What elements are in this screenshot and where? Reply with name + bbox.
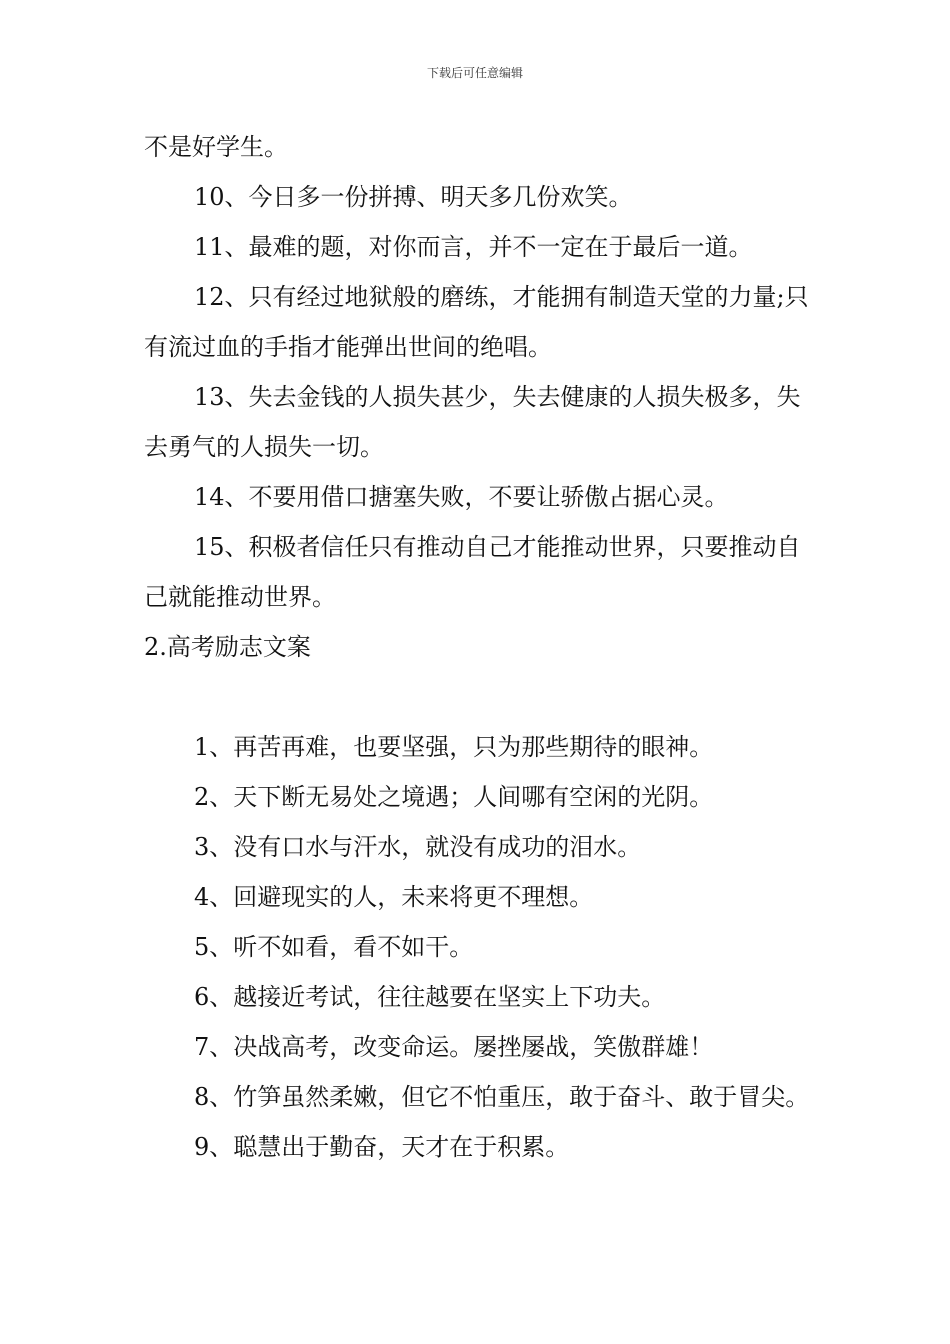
document-body <box>144 122 810 1172</box>
quote-item: 8、竹笋虽然柔嫩，但它不怕重压，敢于奋斗、敢于冒尖。 <box>194 1083 810 1111</box>
quote-item: 14、不要用借口搪塞失败，不要让骄傲占据心灵。 <box>194 483 729 511</box>
quote-item: 12、只有经过地狱般的磨练，才能拥有制造天堂的力量;只有流过血的手指才能弹出世间的绝唱。 <box>144 283 809 361</box>
quote-item: 6、越接近考试，往往越要在坚实上下功夫。 <box>194 983 666 1011</box>
blank-line <box>144 672 810 722</box>
quote-item: 9、聪慧出于勤奋，天才在于积累。 <box>194 1133 570 1161</box>
quote-item: 7、决战高考，改变命运。屡挫屡战，笑傲群雄！ <box>194 1033 714 1061</box>
quote-item: 11、最难的题，对你而言，并不一定在于最后一道。 <box>194 233 753 261</box>
quote-item: 3、没有口水与汗水，就没有成功的泪水。 <box>194 833 642 861</box>
quote-item: 2、天下断无易处之境遇；人间哪有空闲的光阴。 <box>194 783 714 811</box>
quote-item: 5、听不如看，看不如干。 <box>194 933 474 961</box>
page-header: 下载后可任意编辑 <box>426 66 523 80</box>
quote-item: 15、积极者信任只有推动自己才能推动世界，只要推动自己就能推动世界。 <box>144 533 801 611</box>
quote-item: 10、今日多一份拼搏、明天多几份欢笑。 <box>194 183 633 211</box>
quote-item: 4、回避现实的人，未来将更不理想。 <box>194 883 594 911</box>
section-title: 2.高考励志文案 <box>144 633 311 661</box>
quote-item: 13、失去金钱的人损失甚少，失去健康的人损失极多，失去勇气的人损失一切。 <box>144 383 801 461</box>
continuation-text: 不是好学生。 <box>144 133 288 161</box>
quote-item: 1、再苦再难，也要坚强，只为那些期待的眼神。 <box>194 733 714 761</box>
